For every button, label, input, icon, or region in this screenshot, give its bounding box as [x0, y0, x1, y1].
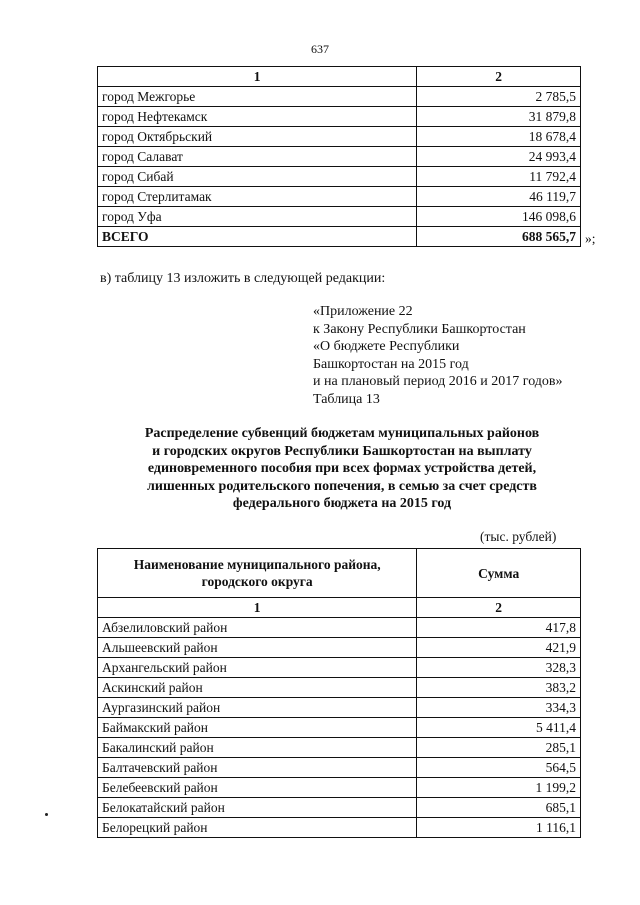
- row-name: Альшеевский район: [98, 638, 417, 658]
- table-header-row: [98, 67, 581, 87]
- header-name-line: городского округа: [201, 574, 313, 589]
- row-value: 24 993,4: [417, 147, 581, 167]
- appendix-line: Таблица 13: [313, 391, 380, 407]
- column-number-2: 2: [417, 67, 581, 87]
- table-row: [98, 87, 581, 107]
- appendix-block: [313, 303, 563, 408]
- row-value: 685,1: [417, 798, 581, 818]
- row-value: 417,8: [417, 618, 581, 638]
- row-value: 11 792,4: [417, 167, 581, 187]
- column-number-1: 1: [98, 598, 417, 618]
- row-value: 31 879,8: [417, 107, 581, 127]
- cities-table: [97, 66, 581, 247]
- table-row: [98, 127, 581, 147]
- header-name: [98, 549, 417, 598]
- title-line: лишенных родительского попечения, в семью за счет средств: [147, 478, 537, 494]
- table-row: [98, 207, 581, 227]
- row-value: 46 119,7: [417, 187, 581, 207]
- row-value: 146 098,6: [417, 207, 581, 227]
- scan-speck: [45, 813, 48, 816]
- table-row: [98, 638, 581, 658]
- row-name: Абзелиловский район: [98, 618, 417, 638]
- table-row: [98, 147, 581, 167]
- appendix-line: к Закону Республики Башкортостан: [313, 321, 526, 337]
- table-header-row: [98, 549, 581, 598]
- row-name: город Сибай: [98, 167, 417, 187]
- table-row: [98, 618, 581, 638]
- total-value: 688 565,7: [417, 227, 581, 247]
- row-name: город Межгорье: [98, 87, 417, 107]
- table-row: [98, 738, 581, 758]
- total-label: ВСЕГО: [98, 227, 417, 247]
- row-value: 383,2: [417, 678, 581, 698]
- row-name: Архангельский район: [98, 658, 417, 678]
- row-name: Аургазинский район: [98, 698, 417, 718]
- row-name: Белебеевский район: [98, 778, 417, 798]
- total-row: [98, 227, 581, 247]
- page-number: 637: [311, 42, 329, 56]
- column-number-1: 1: [98, 67, 417, 87]
- row-name: Бакалинский район: [98, 738, 417, 758]
- instruction-text: в) таблицу 13 изложить в следующей редакции:: [100, 271, 386, 286]
- table-row: [98, 698, 581, 718]
- header-name-line: Наименование муниципального района,: [133, 557, 381, 572]
- table-row: [98, 658, 581, 678]
- header-sum: Сумма: [417, 549, 581, 598]
- row-value: 334,3: [417, 698, 581, 718]
- row-name: город Салават: [98, 147, 417, 167]
- column-number-2: 2: [417, 598, 581, 618]
- table-row: [98, 818, 581, 838]
- table-row: [98, 758, 581, 778]
- row-name: Балтачевский район: [98, 758, 417, 778]
- row-value: 285,1: [417, 738, 581, 758]
- subventions-table: [97, 548, 581, 838]
- appendix-line: Башкортостан на 2015 год: [313, 356, 469, 372]
- table-row: [98, 718, 581, 738]
- title-line: федерального бюджета на 2015 год: [232, 496, 452, 511]
- row-name: город Стерлитамак: [98, 187, 417, 207]
- row-name: Белокатайский район: [98, 798, 417, 818]
- appendix-line: и на плановый период 2016 и 2017 годов»: [313, 374, 563, 389]
- row-name: Баймакский район: [98, 718, 417, 738]
- row-value: 2 785,5: [417, 87, 581, 107]
- row-value: 5 411,4: [417, 718, 581, 738]
- table-row: [98, 798, 581, 818]
- title-line: и городских округов Республики Башкортостан на выплату: [152, 443, 532, 459]
- table-row: [98, 778, 581, 798]
- appendix-line: «Приложение 22: [313, 304, 413, 319]
- table-row: [98, 678, 581, 698]
- table-title: [92, 425, 592, 513]
- title-line: Распределение субвенций бюджетам муниципальных районов: [144, 426, 540, 441]
- table-row: [98, 167, 581, 187]
- row-name: Белорецкий район: [98, 818, 417, 838]
- row-name: Аскинский район: [98, 678, 417, 698]
- row-name: город Нефтекамск: [98, 107, 417, 127]
- row-value: 1 116,1: [417, 818, 581, 838]
- appendix-line: «О бюджете Республики: [313, 339, 460, 354]
- row-value: 564,5: [417, 758, 581, 778]
- row-value: 328,3: [417, 658, 581, 678]
- table-row: [98, 187, 581, 207]
- table-row: [98, 107, 581, 127]
- closing-quote: »;: [585, 231, 596, 246]
- row-value: 421,9: [417, 638, 581, 658]
- row-name: город Октябрьский: [98, 127, 417, 147]
- row-value: 18 678,4: [417, 127, 581, 147]
- row-value: 1 199,2: [417, 778, 581, 798]
- units-label: (тыс. рублей): [480, 529, 557, 544]
- column-numbers-row: [98, 598, 581, 618]
- row-name: город Уфа: [98, 207, 417, 227]
- title-line: единовременного пособия при всех формах устройства детей,: [147, 461, 537, 476]
